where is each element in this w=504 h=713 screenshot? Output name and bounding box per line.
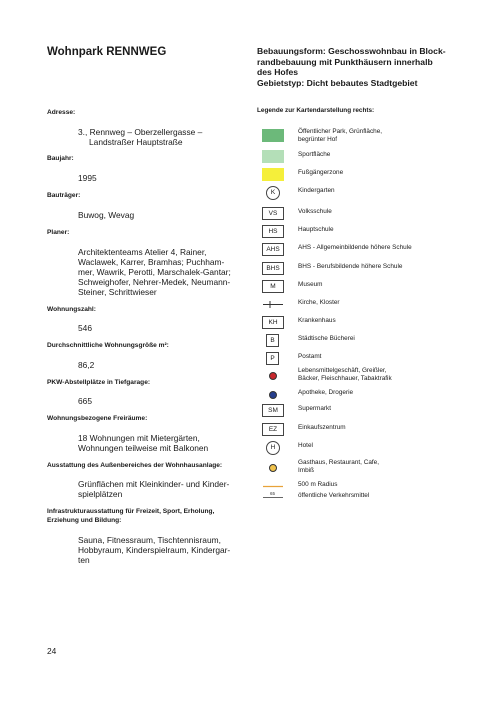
infra-line: Hobbyraum, Kinderspielraum, Kindergar-	[78, 545, 231, 555]
legend-text: Hotel	[298, 442, 313, 449]
planer-label: Planer:	[47, 229, 70, 236]
legend-item-gasthaus	[262, 461, 492, 476]
buecherei-icon: B	[266, 334, 279, 347]
planer-line: Steiner, Schrittwieser	[78, 287, 157, 297]
infra-line: ten	[78, 555, 90, 565]
infra-value	[78, 535, 268, 565]
volksschule-icon: VS	[262, 207, 284, 220]
pedestrian-zone-swatch-icon	[262, 168, 284, 181]
legend-text: Museum	[298, 281, 323, 288]
legend-text: Bäcker, Fleischhauer, Tabaktrafik	[298, 374, 392, 382]
bebauung-line: randbebauung mit Punkthäusern innerhalb	[257, 56, 433, 67]
aussen-value	[78, 479, 268, 499]
legend-item-fussgaenger	[262, 168, 492, 183]
pkw-value: 665	[78, 396, 92, 406]
planer-line: Waclawek, Karrer, Bramhas; Puchham-	[78, 257, 225, 267]
planer-line: Schweighofer, Nehrer-Medek, Neumann-	[78, 277, 231, 287]
legend-text: Volksschule	[298, 208, 332, 215]
legend-text: Imbiß	[298, 466, 314, 474]
planer-value	[78, 247, 268, 297]
legend-item-bhs	[262, 262, 492, 277]
einkaufszentrum-icon: EZ	[262, 423, 284, 436]
krankenhaus-icon: KH	[262, 316, 284, 329]
apotheke-dot-icon	[269, 391, 277, 399]
freiraeume-value	[78, 433, 268, 453]
supermarkt-icon: SM	[262, 404, 284, 417]
legend-text: Einkaufszentrum	[298, 424, 346, 431]
hotel-icon: H	[266, 441, 280, 455]
wohnungszahl-label: Wohnungszahl:	[47, 306, 96, 313]
aussen-line: Grünflächen mit Kleinkinder- und Kinder-	[78, 479, 230, 489]
ahs-icon: AHS	[262, 243, 284, 256]
legend-text: BHS - Berufsbildende höhere Schule	[298, 263, 403, 270]
bebauung-line: des Hofes	[257, 67, 299, 77]
church-icon	[262, 298, 284, 311]
legend-item-kirche	[262, 298, 492, 313]
legend-item-postamt	[262, 352, 492, 367]
legend-text: Kindergarten	[298, 187, 335, 194]
legend-text: Fußgängerzone	[298, 169, 344, 176]
park-swatch-icon	[262, 129, 284, 142]
legend-text: Apotheke, Drogerie	[298, 389, 354, 396]
legend-heading: Legende zur Kartendarstellung rechts:	[257, 107, 375, 114]
legend-text: Hauptschule	[298, 226, 334, 233]
freiraeume-label: Wohnungsbezogene Freiräume:	[47, 415, 148, 422]
sport-swatch-icon	[262, 150, 284, 163]
page-number: 24	[47, 646, 57, 656]
transit-number: 65	[270, 491, 276, 496]
aussen-label: Ausstattung des Außenbereiches der Wohnhausanlage:	[47, 462, 223, 469]
adresse-line: 3., Rennweg – Oberzellergasse –	[78, 127, 203, 137]
adresse-label: Adresse:	[47, 109, 76, 116]
bautraeger-label: Bauträger:	[47, 192, 81, 199]
kindergarten-icon: K	[266, 186, 280, 200]
museum-icon: M	[262, 280, 284, 293]
infra-line: Sauna, Fitnessraum, Tischtennisraum,	[78, 535, 221, 545]
planer-line: Architektenteams Atelier 4, Rainer,	[78, 247, 207, 257]
legend-text: 500 m Radius	[298, 481, 338, 488]
wohnungszahl-value: 546	[78, 323, 92, 333]
groesse-label: Durchschnittliche Wohnungsgröße m²:	[47, 342, 169, 349]
legend-text: Postamt	[298, 353, 322, 360]
adresse-value	[78, 127, 268, 147]
legend-text: begrünter Hof	[298, 135, 338, 143]
lebensmittel-dot-icon	[269, 372, 277, 380]
legend-item-verkehrsmittel	[262, 491, 492, 506]
legend-text: Supermarkt	[298, 405, 332, 412]
infra-label-line: Erziehung und Bildung:	[47, 516, 122, 524]
legend-text: AHS - Allgemeinbildende höhere Schule	[298, 244, 412, 251]
legend-item-hotel	[262, 441, 492, 456]
infra-label-line: Infrastrukturausstattung für Freizeit, Sport, Erholung,	[47, 508, 215, 515]
bebauung-block	[257, 46, 477, 88]
baujahr-value: 1995	[78, 173, 97, 183]
gebietstyp-line: Gebietstyp: Dicht bebautes Stadtgebiet	[257, 77, 418, 88]
planer-line: mer, Wawrik, Perotti, Marschalek-Gantar;	[78, 267, 231, 277]
legend-item-kindergarten	[262, 186, 492, 201]
legend-item-supermarkt	[262, 404, 492, 419]
hauptschule-icon: HS	[262, 225, 284, 238]
bebauung-line: Bebauungsform: Geschosswohnbau in Block-	[257, 46, 446, 56]
legend-text: Kirche, Kloster	[298, 299, 340, 306]
legend-text: Städtische Bücherei	[298, 335, 355, 342]
infra-label	[47, 508, 214, 525]
legend-item-lebensmittel	[262, 369, 492, 384]
legend-item-park	[262, 129, 492, 144]
legend-item-buecherei	[262, 334, 492, 349]
freiraeume-line: Wohnungen teilweise mit Balkonen	[78, 443, 209, 453]
legend-item-museum	[262, 280, 492, 295]
legend-item-volksschule	[262, 207, 492, 222]
aussen-line: spielplätzen	[78, 489, 123, 499]
legend-item-krankenhaus	[262, 316, 492, 331]
pkw-label: PKW-Abstellplätze in Tiefgarage:	[47, 379, 151, 386]
legend-item-ahs	[262, 243, 492, 258]
bhs-icon: BHS	[262, 262, 284, 275]
legend-text: Öffentlicher Park, Grünfläche,	[298, 128, 383, 135]
transit-stop-icon	[262, 491, 284, 504]
legend-text: Lebensmittelgeschäft, Greißler,	[298, 367, 387, 374]
legend-item-sport	[262, 150, 492, 165]
baujahr-label: Baujahr:	[47, 155, 74, 162]
legend-item-einkaufszentrum	[262, 423, 492, 438]
adresse-line: Landstraßer Hauptstraße	[89, 137, 183, 147]
legend-text: Krankenhaus	[298, 317, 336, 324]
bautraeger-value: Buwog, Wevag	[78, 210, 135, 220]
legend-text: Sportfläche	[298, 151, 331, 158]
legend-item-hauptschule	[262, 225, 492, 240]
freiraeume-line: 18 Wohnungen mit Mietergärten,	[78, 433, 200, 443]
legend-text: öffentliche Verkehrsmittel	[298, 492, 370, 499]
gasthaus-dot-icon	[269, 464, 277, 472]
legend-item-apotheke	[262, 388, 492, 403]
legend-text: Gasthaus, Restaurant, Cafe,	[298, 459, 379, 466]
postamt-icon: P	[266, 352, 279, 365]
page-title: Wohnpark RENNWEG	[47, 46, 167, 58]
groesse-value: 86,2	[78, 360, 95, 370]
